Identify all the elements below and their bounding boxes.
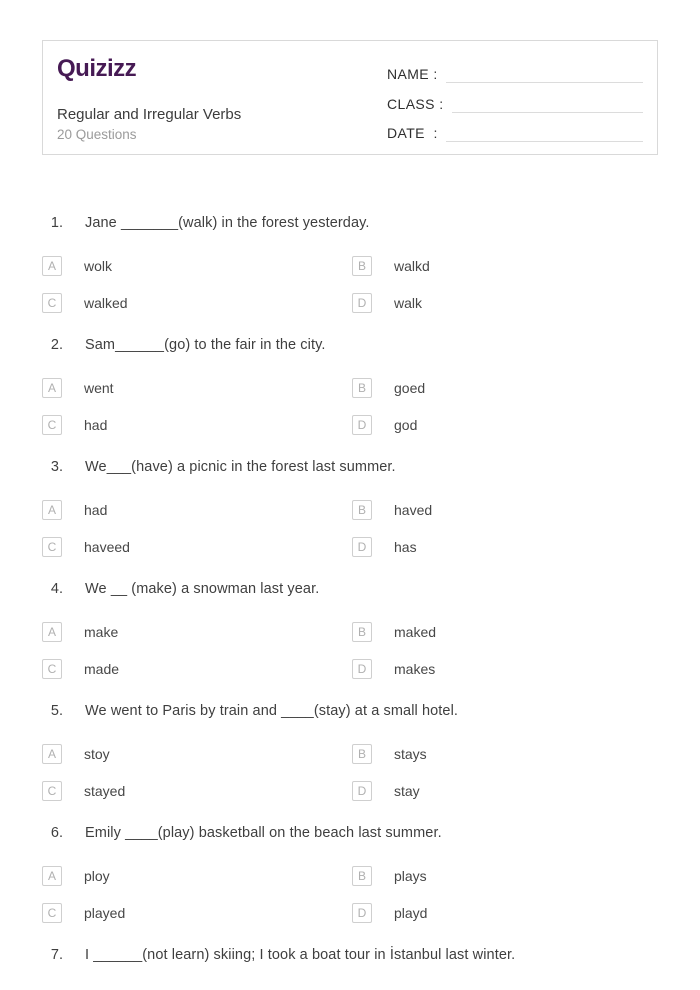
option-text: walkd: [394, 258, 430, 274]
question-line: [42, 825, 658, 842]
answer-option: [352, 293, 658, 313]
answer-option: [42, 537, 352, 557]
option-text: has: [394, 539, 417, 555]
question-block: [42, 215, 658, 313]
option-text: wolk: [84, 258, 113, 274]
option-text: stayed: [84, 783, 126, 799]
question-text: I ______(not learn) skiing; I took a boat tour in İstanbul last winter.: [85, 947, 516, 963]
answer-option: [42, 256, 352, 276]
option-letter-box[interactable]: C: [42, 903, 62, 923]
option-letter-box[interactable]: B: [352, 256, 372, 276]
option-letter-box[interactable]: A: [42, 500, 62, 520]
option-letter-box[interactable]: C: [42, 781, 62, 801]
answer-option: [352, 415, 658, 435]
option-text: ploy: [84, 868, 110, 884]
answer-option: [42, 744, 352, 764]
options-grid: [42, 622, 658, 679]
option-text: had: [84, 417, 108, 433]
answer-option: [352, 744, 658, 764]
info-field-label: DATE :: [387, 125, 438, 141]
question-block: [42, 825, 658, 923]
question-line: [42, 215, 658, 232]
info-field-row: [387, 114, 643, 142]
question-line: [42, 459, 658, 476]
option-letter-box[interactable]: A: [42, 622, 62, 642]
option-letter-box[interactable]: C: [42, 415, 62, 435]
info-field-label: CLASS :: [387, 95, 444, 112]
question-number: 5.: [50, 703, 63, 719]
answer-option: [42, 622, 352, 642]
question-block: [42, 581, 658, 679]
question-number: 3.: [50, 459, 63, 475]
header-left: [57, 54, 373, 142]
option-text: haveed: [84, 539, 130, 555]
question-line: [42, 581, 658, 598]
info-field-blank-line[interactable]: [446, 64, 643, 83]
question-block: [42, 947, 658, 988]
option-text: made: [84, 661, 120, 677]
option-letter-box[interactable]: B: [352, 744, 372, 764]
question-line: [42, 947, 658, 964]
question-text: We went to Paris by train and ____(stay) at a small hotel.: [85, 703, 459, 719]
option-text: goed: [394, 380, 426, 396]
answer-option: [352, 500, 658, 520]
answer-option: [42, 781, 352, 801]
quizizz-logo: Quizizz: [57, 55, 137, 82]
answer-option: [352, 866, 658, 886]
option-letter-box[interactable]: A: [42, 378, 62, 398]
options-grid: [42, 256, 658, 313]
option-letter-box[interactable]: D: [352, 781, 372, 801]
question-text: Sam______(go) to the fair in the city.: [85, 337, 326, 353]
option-text: walk: [394, 295, 423, 311]
option-letter-box[interactable]: C: [42, 537, 62, 557]
question-text: We___(have) a picnic in the forest last summer.: [85, 459, 396, 475]
answer-option: [352, 256, 658, 276]
answer-option: [42, 415, 352, 435]
option-letter-box[interactable]: D: [352, 293, 372, 313]
worksheet-title: Regular and Irregular Verbs: [57, 106, 242, 124]
option-text: make: [84, 624, 119, 640]
answer-option: [42, 903, 352, 923]
option-letter-box[interactable]: D: [352, 903, 372, 923]
info-field-row: [387, 55, 643, 83]
answer-option: [352, 537, 658, 557]
option-text: stay: [394, 783, 420, 799]
options-grid: [42, 744, 658, 801]
info-field-blank-line[interactable]: [452, 94, 644, 113]
question-text: We __ (make) a snowman last year.: [85, 581, 320, 597]
option-letter-box[interactable]: D: [352, 537, 372, 557]
option-letter-box[interactable]: A: [42, 866, 62, 886]
header-card: [42, 40, 658, 155]
options-grid: [42, 866, 658, 923]
answer-option: [42, 659, 352, 679]
option-letter-box[interactable]: B: [352, 378, 372, 398]
option-text: stays: [394, 746, 427, 762]
answer-option: [352, 781, 658, 801]
answer-option: [42, 378, 352, 398]
answer-option: [42, 866, 352, 886]
option-letter-box[interactable]: B: [352, 622, 372, 642]
option-letter-box[interactable]: D: [352, 659, 372, 679]
option-letter-box[interactable]: C: [42, 659, 62, 679]
option-text: played: [84, 905, 126, 921]
option-text: maked: [394, 624, 437, 640]
option-text: haved: [394, 502, 433, 518]
question-line: [42, 337, 658, 354]
question-text: Emily ____(play) basketball on the beach last summer.: [85, 825, 442, 841]
info-field-blank-line[interactable]: [446, 123, 643, 142]
answer-option: [42, 293, 352, 313]
question-block: [42, 459, 658, 557]
answer-option: [352, 622, 658, 642]
option-text: makes: [394, 661, 436, 677]
answer-option: [352, 903, 658, 923]
option-letter-box[interactable]: B: [352, 866, 372, 886]
option-letter-box[interactable]: A: [42, 256, 62, 276]
option-text: playd: [394, 905, 428, 921]
question-list: [42, 215, 658, 990]
answer-option: [352, 659, 658, 679]
option-letter-box[interactable]: D: [352, 415, 372, 435]
option-letter-box[interactable]: C: [42, 293, 62, 313]
answer-option: [352, 378, 658, 398]
student-info-fields: [373, 54, 643, 142]
options-grid: [42, 378, 658, 435]
question-number: 1.: [50, 215, 63, 231]
info-field-row: [387, 85, 643, 113]
question-block: [42, 337, 658, 435]
option-text: plays: [394, 868, 427, 884]
answer-option: [42, 500, 352, 520]
option-letter-box[interactable]: A: [42, 744, 62, 764]
option-text: stoy: [84, 746, 110, 762]
question-number: 6.: [50, 825, 63, 841]
option-text: had: [84, 502, 108, 518]
option-text: walked: [84, 295, 128, 311]
option-letter-box[interactable]: B: [352, 500, 372, 520]
question-number: 7.: [50, 947, 63, 963]
question-number: 4.: [50, 581, 63, 597]
info-field-label: NAME :: [387, 66, 438, 82]
question-line: [42, 703, 658, 720]
options-grid: [42, 500, 658, 557]
question-block: [42, 703, 658, 801]
option-text: went: [84, 380, 114, 396]
option-text: god: [394, 417, 418, 433]
question-text: Jane _______(walk) in the forest yesterday.: [85, 215, 370, 231]
question-count: 20 Questions: [57, 127, 137, 142]
title-block: [57, 106, 373, 142]
question-number: 2.: [50, 337, 63, 353]
